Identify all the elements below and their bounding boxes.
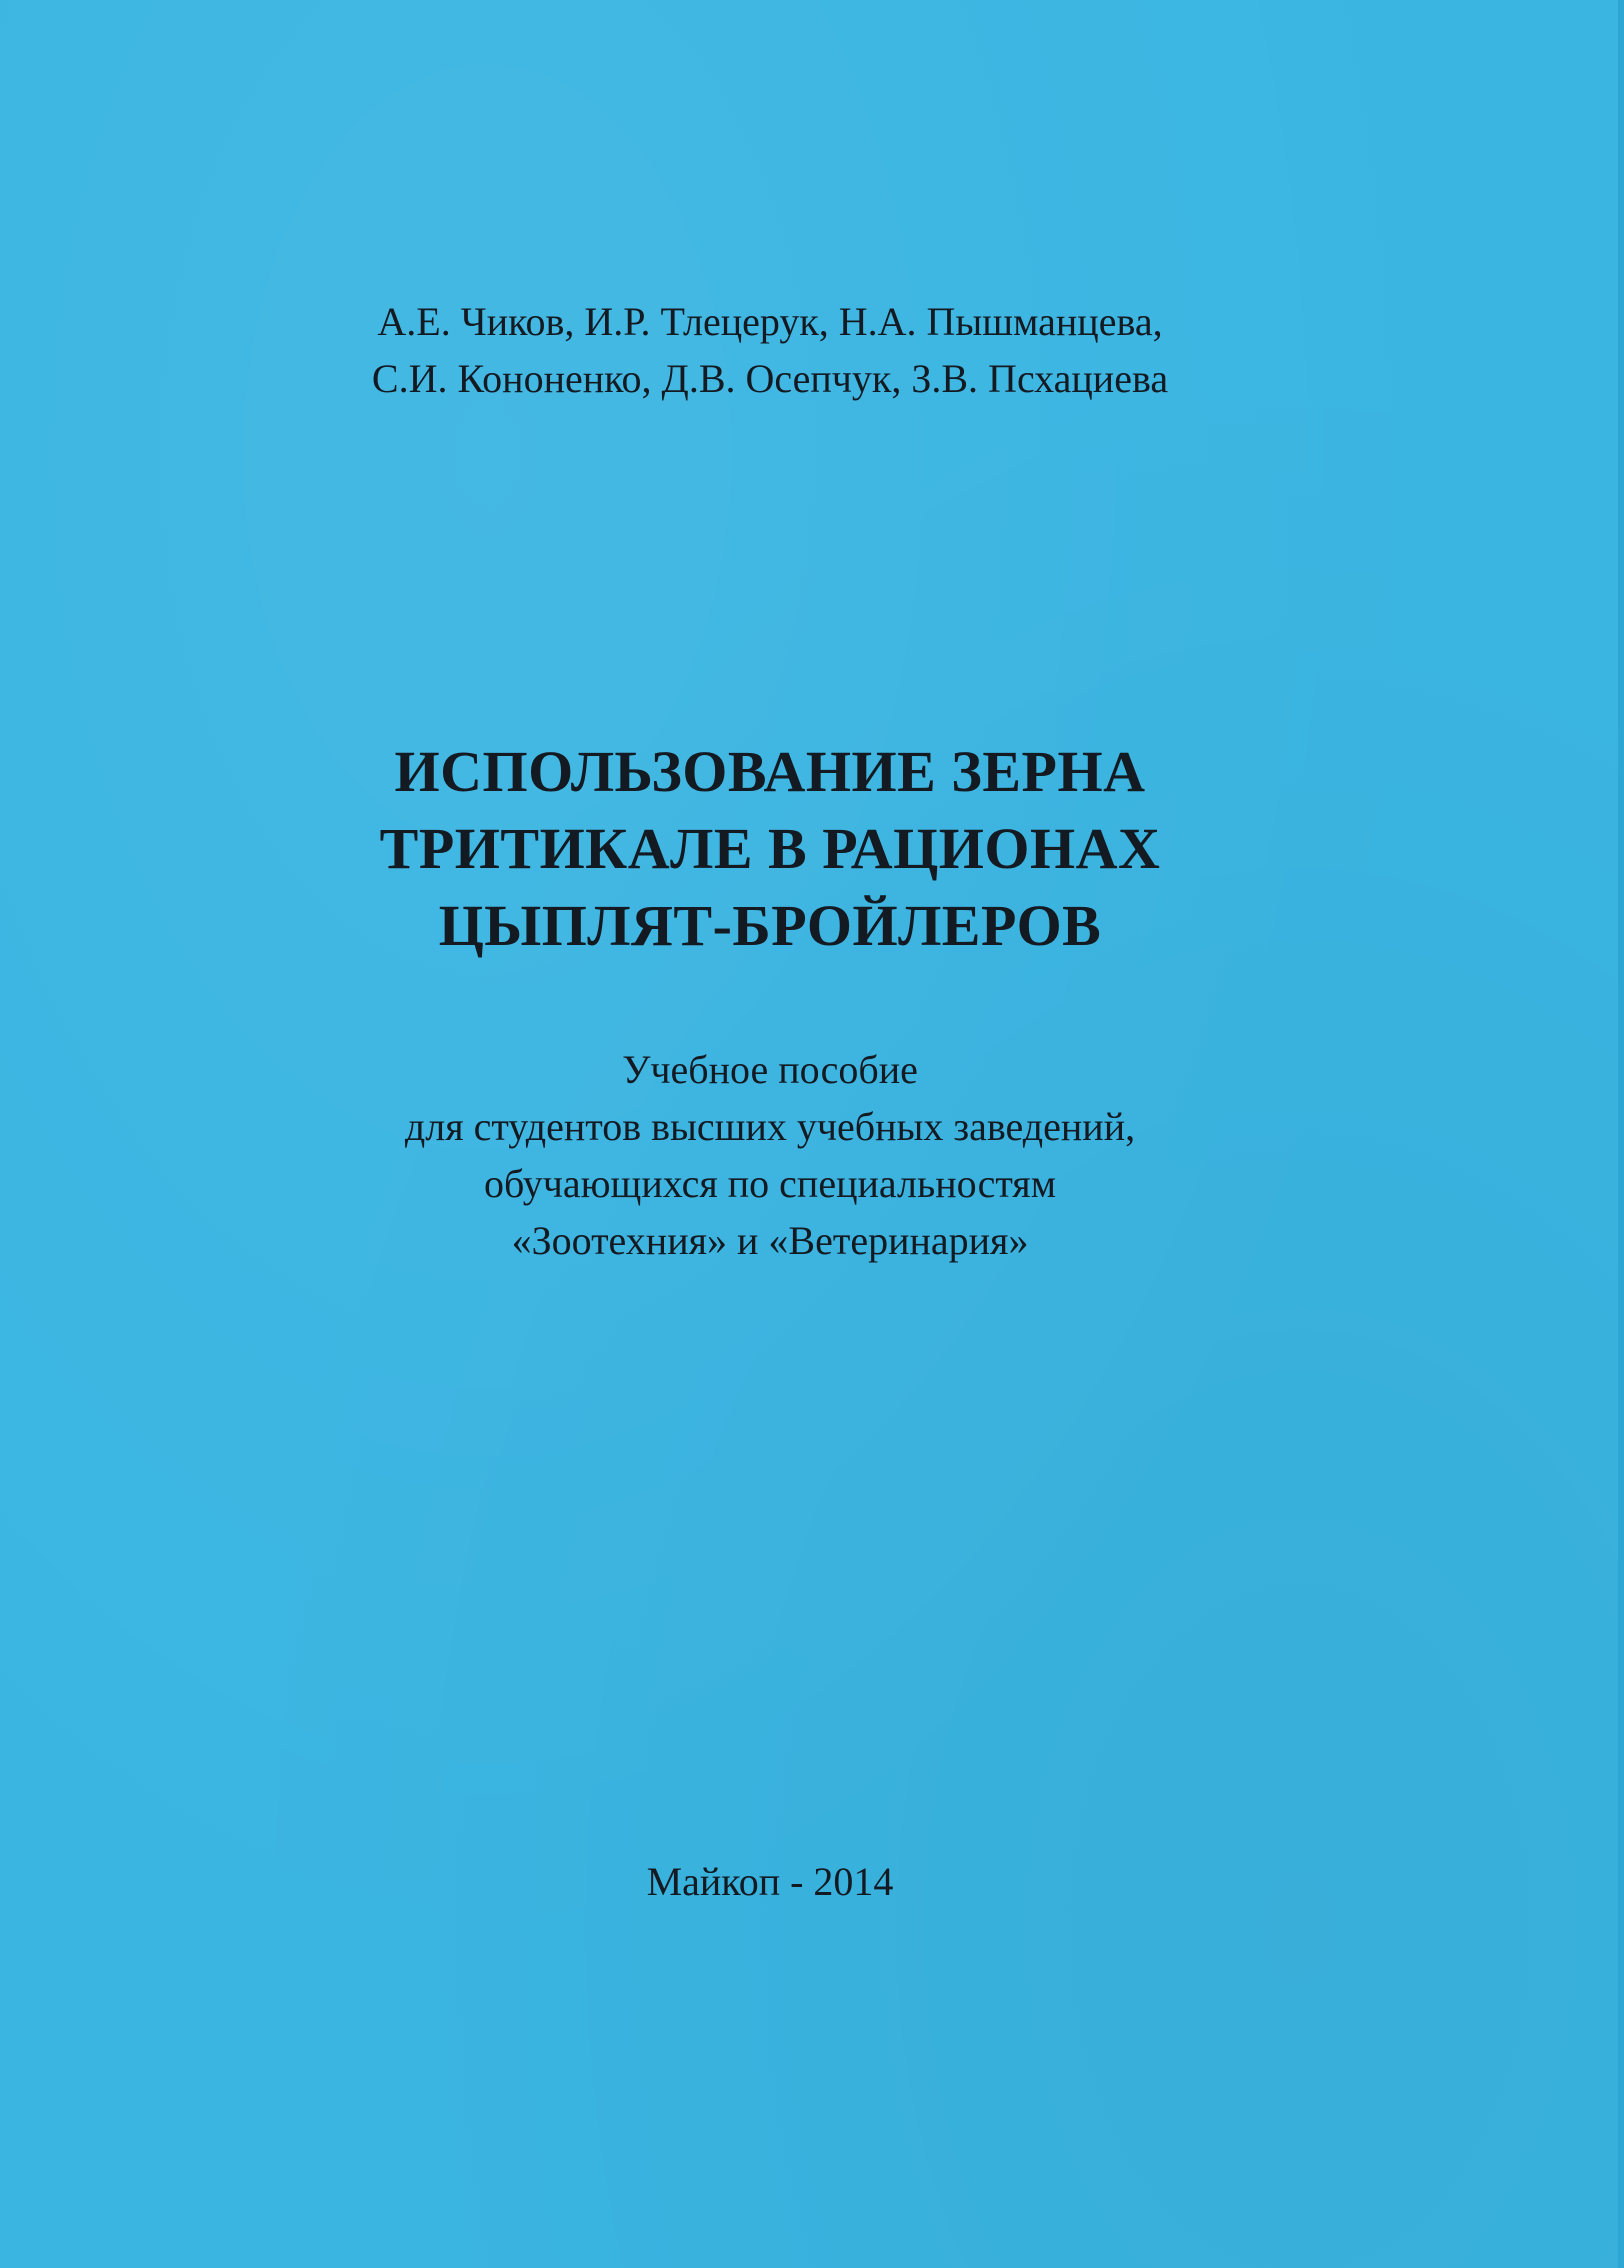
title-line-1: ИСПОЛЬЗОВАНИЕ ЗЕРНА: [394, 739, 1146, 804]
subtitle-line-3: обучающихся по специальностям: [483, 1161, 1057, 1206]
subtitle-line-1: Учебное пособие: [622, 1047, 918, 1092]
book-title: [0, 733, 1540, 964]
imprint: [0, 1853, 1540, 1910]
book-subtitle: [0, 1041, 1540, 1269]
authors-block: [0, 293, 1540, 407]
subtitle-line-2: для студентов высших учебных заведений,: [404, 1104, 1136, 1149]
title-line-3: ЦЫПЛЯТ-БРОЙЛЕРОВ: [438, 893, 1102, 958]
subtitle-line-4: «Зоотехния» и «Ветеринария»: [511, 1218, 1029, 1263]
cover-edge: [1618, 0, 1624, 2268]
authors-line-1: А.Е. Чиков, И.Р. Тлецерук, Н.А. Пышманцева,: [377, 299, 1163, 344]
title-line-2: ТРИТИКАЛЕ В РАЦИОНАХ: [379, 816, 1161, 881]
authors-line-2: С.И. Кононенко, Д.В. Осепчук, З.В. Псхациева: [371, 356, 1169, 401]
place-year: Майкоп - 2014: [646, 1859, 894, 1904]
